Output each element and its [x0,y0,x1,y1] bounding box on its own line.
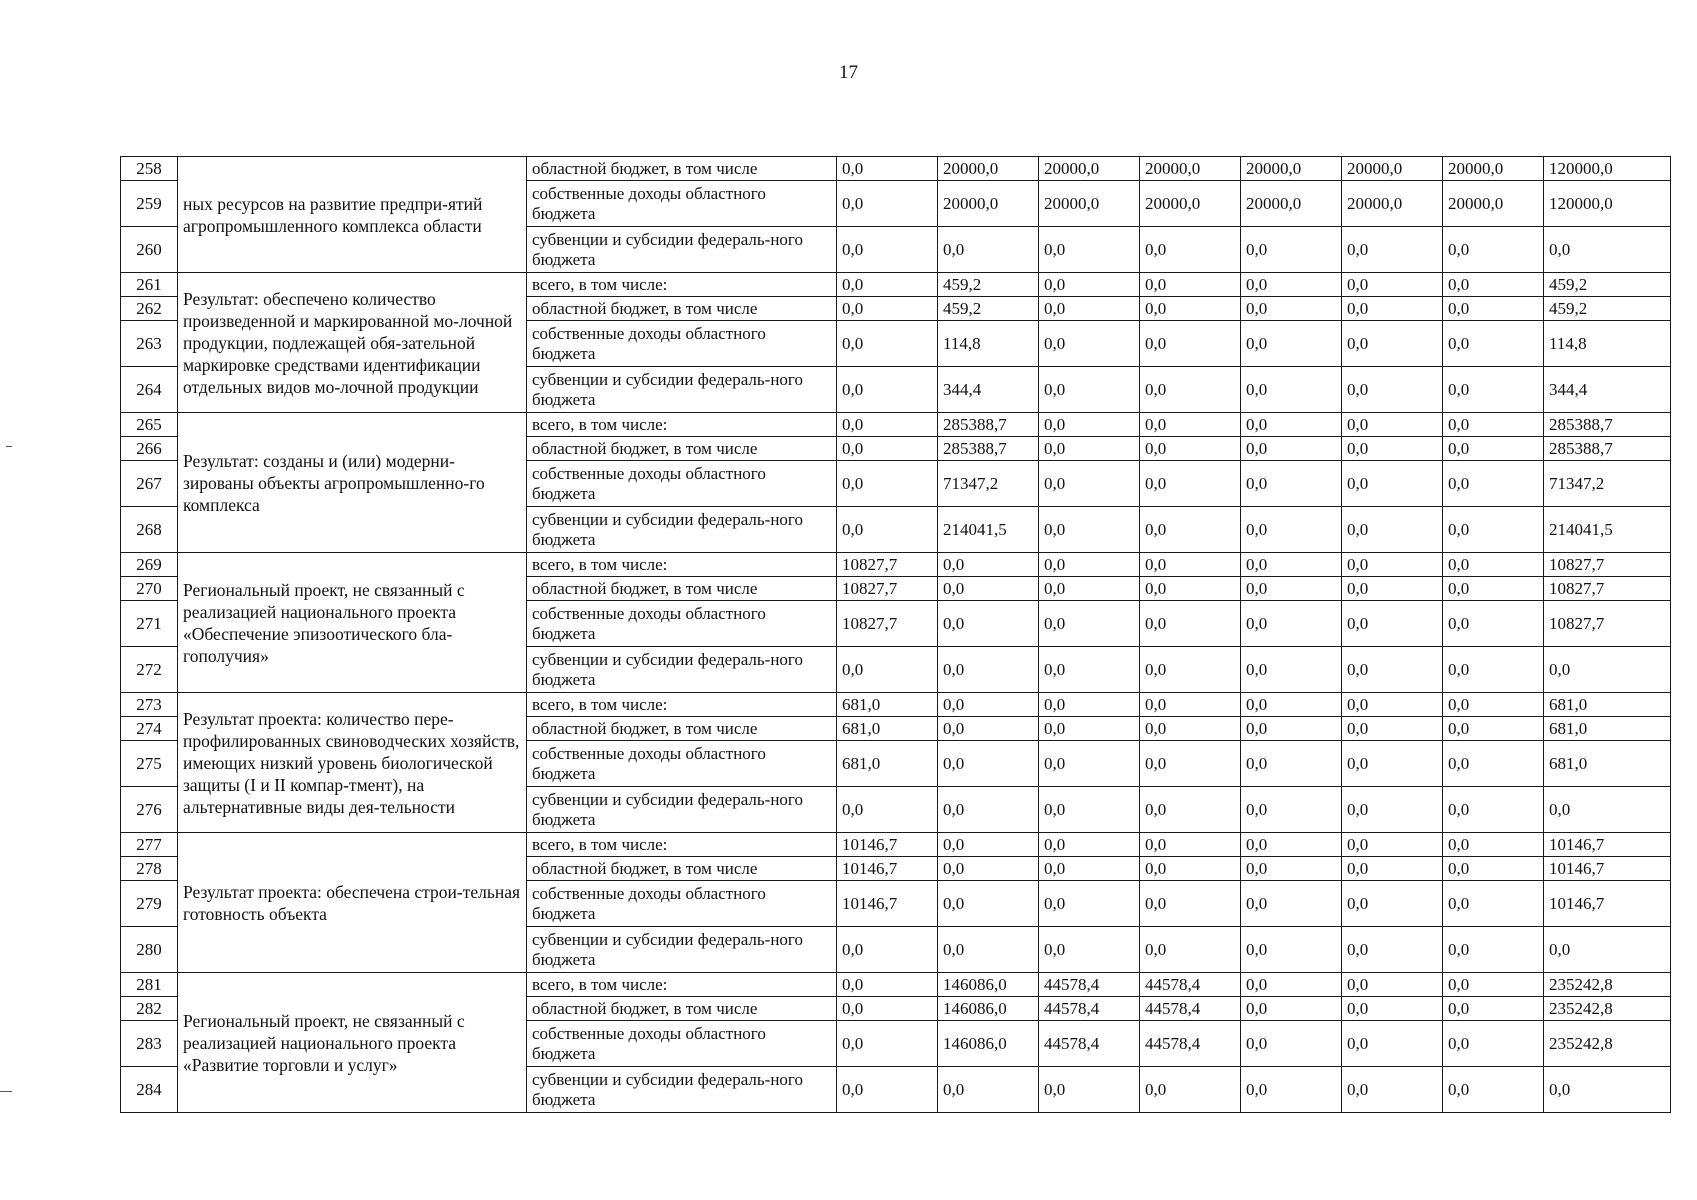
year-value: 0,0 [1140,787,1241,833]
year-value: 0,0 [1140,437,1241,461]
year-value: 0,0 [1039,413,1140,437]
total-value: 0,0 [1544,227,1671,273]
total-value: 285388,7 [1544,437,1671,461]
year-value: 0,0 [1241,367,1342,413]
year-value: 0,0 [1342,227,1443,273]
year-value: 285388,7 [938,413,1039,437]
total-value: 71347,2 [1544,461,1671,507]
year-value: 20000,0 [938,181,1039,227]
row-number: 263 [121,321,178,367]
year-value: 44578,4 [1140,973,1241,997]
year-value: 71347,2 [938,461,1039,507]
funding-source: субвенции и субсидии федераль-ного бюджета [527,507,837,553]
table-row [121,273,1671,297]
year-value: 0,0 [1039,321,1140,367]
year-value: 0,0 [1039,857,1140,881]
year-value: 681,0 [837,693,938,717]
year-value: 0,0 [1039,833,1140,857]
row-number: 283 [121,1021,178,1067]
funding-source: субвенции и субсидии федераль-ного бюджета [527,647,837,693]
year-value: 20000,0 [1241,181,1342,227]
year-value: 0,0 [1039,787,1140,833]
year-value: 20000,0 [1039,157,1140,181]
year-value: 0,0 [1443,857,1544,881]
year-value: 285388,7 [938,437,1039,461]
year-value: 0,0 [837,927,938,973]
table-row [121,413,1671,437]
year-value: 20000,0 [1443,181,1544,227]
year-value: 0,0 [1342,881,1443,927]
year-value: 0,0 [1140,927,1241,973]
year-value: 0,0 [1342,367,1443,413]
year-value: 0,0 [1140,577,1241,601]
year-value: 20000,0 [1443,157,1544,181]
total-value: 459,2 [1544,297,1671,321]
funding-source: областной бюджет, в том числе [527,437,837,461]
section-description: Результат: созданы и (или) модерни-зированы объекты агропромышленно-го комплекса [178,413,527,553]
year-value: 0,0 [938,881,1039,927]
year-value: 114,8 [938,321,1039,367]
total-value: 235242,8 [1544,997,1671,1021]
year-value: 0,0 [1241,601,1342,647]
year-value: 681,0 [837,717,938,741]
year-value: 0,0 [837,367,938,413]
year-value: 0,0 [1443,321,1544,367]
year-value: 0,0 [938,741,1039,787]
row-number: 282 [121,997,178,1021]
year-value: 0,0 [837,997,938,1021]
total-value: 681,0 [1544,717,1671,741]
funding-source: всего, в том числе: [527,973,837,997]
year-value: 0,0 [1140,507,1241,553]
year-value: 0,0 [1241,577,1342,601]
year-value: 0,0 [837,1021,938,1067]
year-value: 0,0 [1443,1067,1544,1113]
funding-source: субвенции и субсидии федераль-ного бюджета [527,1067,837,1113]
year-value: 0,0 [1241,857,1342,881]
year-value: 0,0 [1443,367,1544,413]
funding-source: всего, в том числе: [527,693,837,717]
year-value: 0,0 [1039,601,1140,647]
year-value: 0,0 [1241,787,1342,833]
total-value: 10827,7 [1544,601,1671,647]
total-value: 285388,7 [1544,413,1671,437]
row-number: 258 [121,157,178,181]
table-row [121,833,1671,857]
table-row [121,553,1671,577]
year-value: 0,0 [837,157,938,181]
year-value: 0,0 [1241,741,1342,787]
total-value: 681,0 [1544,693,1671,717]
year-value: 0,0 [1039,927,1140,973]
row-number: 279 [121,881,178,927]
year-value: 44578,4 [1039,997,1140,1021]
year-value: 0,0 [1140,553,1241,577]
row-number: 278 [121,857,178,881]
total-value: 0,0 [1544,927,1671,973]
year-value: 0,0 [837,437,938,461]
row-number: 261 [121,273,178,297]
total-value: 0,0 [1544,647,1671,693]
funding-source: всего, в том числе: [527,833,837,857]
year-value: 0,0 [1342,413,1443,437]
year-value: 0,0 [1039,717,1140,741]
funding-source: областной бюджет, в том числе [527,857,837,881]
total-value: 214041,5 [1544,507,1671,553]
year-value: 0,0 [938,601,1039,647]
year-value: 0,0 [1443,227,1544,273]
year-value: 0,0 [1342,717,1443,741]
row-number: 275 [121,741,178,787]
year-value: 0,0 [1443,997,1544,1021]
year-value: 0,0 [1140,297,1241,321]
year-value: 0,0 [837,297,938,321]
year-value: 0,0 [1241,227,1342,273]
year-value: 0,0 [1241,461,1342,507]
year-value: 0,0 [1039,553,1140,577]
funding-source: собственные доходы областного бюджета [527,321,837,367]
funding-source: собственные доходы областного бюджета [527,601,837,647]
year-value: 0,0 [1443,553,1544,577]
year-value: 0,0 [1342,973,1443,997]
funding-source: субвенции и субсидии федераль-ного бюджета [527,367,837,413]
year-value: 0,0 [1241,321,1342,367]
year-value: 0,0 [1342,297,1443,321]
year-value: 0,0 [1039,577,1140,601]
year-value: 146086,0 [938,973,1039,997]
year-value: 0,0 [1443,973,1544,997]
year-value: 0,0 [1443,413,1544,437]
total-value: 114,8 [1544,321,1671,367]
year-value: 0,0 [837,787,938,833]
year-value: 0,0 [1241,997,1342,1021]
row-number: 262 [121,297,178,321]
year-value: 0,0 [1039,693,1140,717]
total-value: 10146,7 [1544,857,1671,881]
year-value: 0,0 [1443,833,1544,857]
year-value: 0,0 [1241,1067,1342,1113]
year-value: 0,0 [1140,693,1241,717]
year-value: 0,0 [1342,273,1443,297]
year-value: 20000,0 [1342,157,1443,181]
year-value: 10146,7 [837,833,938,857]
year-value: 20000,0 [1342,181,1443,227]
row-number: 281 [121,973,178,997]
funding-source: областной бюджет, в том числе [527,157,837,181]
total-value: 10827,7 [1544,577,1671,601]
year-value: 0,0 [1140,881,1241,927]
year-value: 459,2 [938,273,1039,297]
year-value: 0,0 [1241,693,1342,717]
year-value: 0,0 [1443,717,1544,741]
year-value: 214041,5 [938,507,1039,553]
year-value: 0,0 [1443,273,1544,297]
year-value: 0,0 [1342,787,1443,833]
year-value: 0,0 [1342,857,1443,881]
row-number: 280 [121,927,178,973]
year-value: 0,0 [1140,741,1241,787]
year-value: 20000,0 [1241,157,1342,181]
table-body [121,157,1671,1113]
year-value: 0,0 [1443,437,1544,461]
year-value: 0,0 [1443,461,1544,507]
row-number: 273 [121,693,178,717]
year-value: 146086,0 [938,997,1039,1021]
funding-source: субвенции и субсидии федераль-ного бюджета [527,227,837,273]
year-value: 0,0 [1039,297,1140,321]
year-value: 681,0 [837,741,938,787]
year-value: 344,4 [938,367,1039,413]
row-number: 284 [121,1067,178,1113]
funding-source: областной бюджет, в том числе [527,997,837,1021]
margin-mark [0,1091,12,1092]
total-value: 120000,0 [1544,181,1671,227]
year-value: 0,0 [1342,507,1443,553]
section-description: Региональный проект, не связанный с реализацией национального проекта «Обеспечение эпизоотического бла-гополучия» [178,553,527,693]
year-value: 0,0 [1140,833,1241,857]
year-value: 0,0 [1140,857,1241,881]
row-number: 271 [121,601,178,647]
total-value: 0,0 [1544,787,1671,833]
year-value: 0,0 [837,973,938,997]
year-value: 0,0 [938,857,1039,881]
year-value: 20000,0 [1140,181,1241,227]
year-value: 0,0 [1342,927,1443,973]
table-row [121,693,1671,717]
row-number: 260 [121,227,178,273]
year-value: 0,0 [1241,973,1342,997]
total-value: 0,0 [1544,1067,1671,1113]
row-number: 259 [121,181,178,227]
year-value: 0,0 [1342,997,1443,1021]
year-value: 0,0 [938,227,1039,273]
year-value: 0,0 [938,927,1039,973]
total-value: 10146,7 [1544,881,1671,927]
year-value: 0,0 [1140,273,1241,297]
year-value: 0,0 [1140,367,1241,413]
row-number: 264 [121,367,178,413]
year-value: 0,0 [1241,413,1342,437]
funding-source: областной бюджет, в том числе [527,297,837,321]
funding-source: всего, в том числе: [527,273,837,297]
year-value: 20000,0 [1140,157,1241,181]
row-number: 272 [121,647,178,693]
row-number: 266 [121,437,178,461]
year-value: 459,2 [938,297,1039,321]
year-value: 146086,0 [938,1021,1039,1067]
year-value: 20000,0 [938,157,1039,181]
funding-source: областной бюджет, в том числе [527,717,837,741]
year-value: 0,0 [1342,553,1443,577]
year-value: 0,0 [1241,1021,1342,1067]
funding-source: собственные доходы областного бюджета [527,461,837,507]
year-value: 0,0 [1039,227,1140,273]
year-value: 0,0 [1140,413,1241,437]
total-value: 120000,0 [1544,157,1671,181]
year-value: 0,0 [1342,1021,1443,1067]
year-value: 0,0 [1140,461,1241,507]
year-value: 0,0 [1443,693,1544,717]
funding-source: областной бюджет, в том числе [527,577,837,601]
row-number: 269 [121,553,178,577]
year-value: 0,0 [1443,741,1544,787]
funding-source: собственные доходы областного бюджета [527,741,837,787]
year-value: 44578,4 [1039,973,1140,997]
funding-source: субвенции и субсидии федераль-ного бюджета [527,927,837,973]
year-value: 0,0 [1443,577,1544,601]
budget-table [120,156,1671,1113]
year-value: 0,0 [1342,601,1443,647]
table-row [121,157,1671,181]
margin-mark [6,446,12,447]
section-description: Региональный проект, не связанный с реализацией национального проекта «Развитие торговли и услуг» [178,973,527,1113]
funding-source: субвенции и субсидии федераль-ного бюджета [527,787,837,833]
funding-source: всего, в том числе: [527,413,837,437]
year-value: 0,0 [1140,321,1241,367]
funding-source: собственные доходы областного бюджета [527,881,837,927]
year-value: 0,0 [837,181,938,227]
year-value: 0,0 [837,647,938,693]
year-value: 0,0 [837,507,938,553]
year-value: 0,0 [1039,367,1140,413]
year-value: 0,0 [1241,647,1342,693]
year-value: 0,0 [1140,601,1241,647]
year-value: 0,0 [1039,647,1140,693]
row-number: 265 [121,413,178,437]
year-value: 0,0 [1039,507,1140,553]
row-number: 268 [121,507,178,553]
year-value: 0,0 [1342,647,1443,693]
year-value: 0,0 [1241,297,1342,321]
year-value: 0,0 [1443,601,1544,647]
year-value: 0,0 [938,647,1039,693]
year-value: 0,0 [1342,693,1443,717]
year-value: 0,0 [1140,717,1241,741]
row-number: 274 [121,717,178,741]
year-value: 0,0 [1342,1067,1443,1113]
year-value: 0,0 [938,693,1039,717]
section-description: ных ресурсов на развитие предпри-ятий агропромышленного комплекса области [178,157,527,273]
year-value: 0,0 [1241,881,1342,927]
year-value: 0,0 [1241,437,1342,461]
year-value: 0,0 [837,413,938,437]
year-value: 44578,4 [1140,1021,1241,1067]
year-value: 0,0 [938,1067,1039,1113]
total-value: 10146,7 [1544,833,1671,857]
row-number: 267 [121,461,178,507]
year-value: 0,0 [837,227,938,273]
year-value: 0,0 [1241,273,1342,297]
year-value: 0,0 [1140,227,1241,273]
year-value: 0,0 [1342,437,1443,461]
year-value: 0,0 [1039,437,1140,461]
year-value: 0,0 [938,833,1039,857]
year-value: 0,0 [1443,297,1544,321]
total-value: 10827,7 [1544,553,1671,577]
year-value: 0,0 [1241,507,1342,553]
year-value: 0,0 [1443,1021,1544,1067]
section-description: Результат проекта: количество пере-профилированных свиноводческих хозяйств, имеющих низкий уровень биологической защиты (I и II компар-тмент), на альтернативные виды дея-тельности [178,693,527,833]
year-value: 0,0 [1241,553,1342,577]
year-value: 0,0 [1342,461,1443,507]
year-value: 0,0 [938,787,1039,833]
year-value: 10827,7 [837,577,938,601]
funding-source: всего, в том числе: [527,553,837,577]
year-value: 0,0 [1039,461,1140,507]
funding-source: собственные доходы областного бюджета [527,181,837,227]
year-value: 0,0 [1241,927,1342,973]
year-value: 0,0 [1342,321,1443,367]
year-value: 10827,7 [837,601,938,647]
year-value: 0,0 [938,553,1039,577]
year-value: 0,0 [837,461,938,507]
year-value: 0,0 [1140,647,1241,693]
year-value: 0,0 [1039,741,1140,787]
year-value: 0,0 [1443,507,1544,553]
year-value: 10827,7 [837,553,938,577]
year-value: 0,0 [938,717,1039,741]
row-number: 276 [121,787,178,833]
total-value: 681,0 [1544,741,1671,787]
year-value: 0,0 [1443,881,1544,927]
year-value: 44578,4 [1140,997,1241,1021]
year-value: 0,0 [837,1067,938,1113]
year-value: 0,0 [837,273,938,297]
row-number: 270 [121,577,178,601]
year-value: 0,0 [1039,273,1140,297]
year-value: 10146,7 [837,881,938,927]
year-value: 0,0 [837,321,938,367]
year-value: 0,0 [1342,577,1443,601]
table-row [121,973,1671,997]
total-value: 235242,8 [1544,1021,1671,1067]
row-number: 277 [121,833,178,857]
total-value: 459,2 [1544,273,1671,297]
year-value: 0,0 [1342,833,1443,857]
total-value: 344,4 [1544,367,1671,413]
year-value: 0,0 [1140,1067,1241,1113]
year-value: 0,0 [1342,741,1443,787]
section-description: Результат проекта: обеспечена строи-тельная готовность объекта [178,833,527,973]
total-value: 235242,8 [1544,973,1671,997]
year-value: 0,0 [1443,787,1544,833]
funding-source: собственные доходы областного бюджета [527,1021,837,1067]
year-value: 10146,7 [837,857,938,881]
section-description: Результат: обеспечено количество произведенной и маркированной мо-лочной продукции, подлежащей обя-зательной маркировке средствами идентификации отдельных видов мо-лочной продукции [178,273,527,413]
year-value: 44578,4 [1039,1021,1140,1067]
year-value: 20000,0 [1039,181,1140,227]
year-value: 0,0 [1241,717,1342,741]
year-value: 0,0 [938,577,1039,601]
year-value: 0,0 [1443,647,1544,693]
year-value: 0,0 [1039,881,1140,927]
page-number: 17 [839,62,858,83]
year-value: 0,0 [1443,927,1544,973]
year-value: 0,0 [1241,833,1342,857]
year-value: 0,0 [1039,1067,1140,1113]
